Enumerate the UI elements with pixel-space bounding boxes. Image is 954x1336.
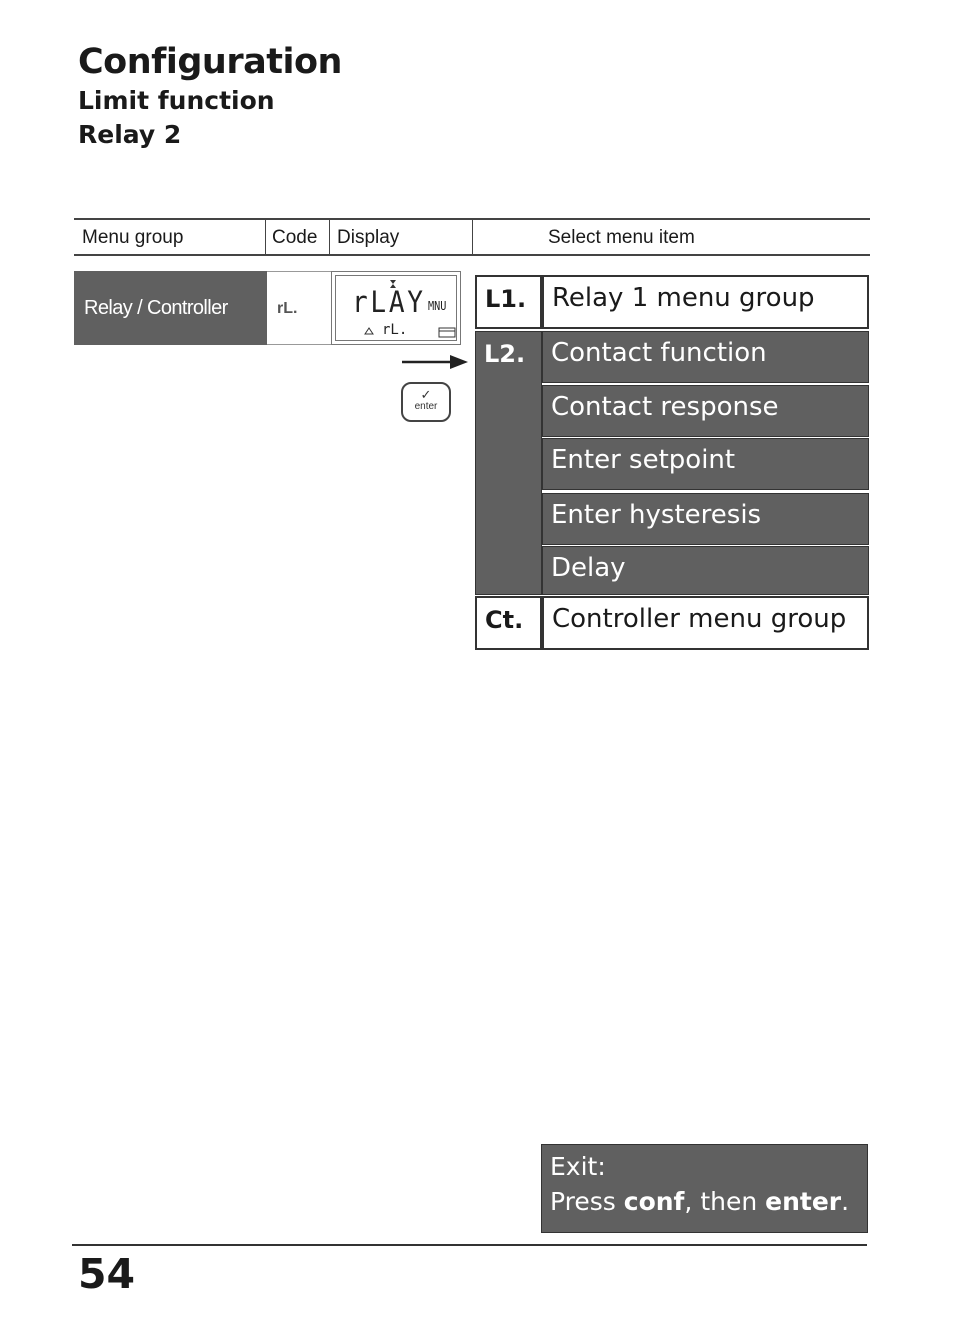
lcd-unit-text: MNU bbox=[428, 299, 447, 313]
warning-icon bbox=[365, 328, 373, 334]
menu-item-enter-hysteresis: Enter hysteresis bbox=[542, 493, 869, 545]
enter-key-text: enter bbox=[765, 1187, 842, 1216]
menu-item-contact-response: Contact response bbox=[542, 385, 869, 437]
scroll-up-down-icon bbox=[390, 280, 396, 284]
exit-text: Press conf, then enter. bbox=[550, 1187, 850, 1216]
page-title: Configuration bbox=[78, 42, 342, 82]
exit-title: Exit: bbox=[550, 1152, 606, 1181]
card-icon bbox=[439, 328, 455, 337]
footer-rule bbox=[72, 1244, 867, 1246]
header-code: Code bbox=[272, 227, 318, 248]
menu-code-ct: Ct. bbox=[475, 596, 542, 650]
code-cell: rL. bbox=[267, 271, 331, 345]
page-number: 54 bbox=[78, 1250, 136, 1298]
menu-item-contact-function: Contact function bbox=[542, 331, 869, 383]
header-divider bbox=[329, 220, 330, 254]
exit-instructions bbox=[541, 1144, 868, 1233]
menu-item-controller: Controller menu group bbox=[542, 596, 869, 650]
header-bottom-rule bbox=[74, 254, 870, 256]
conf-key-label: conf bbox=[623, 1187, 685, 1216]
menu-code-l1: L1. bbox=[475, 275, 542, 329]
menu-item-enter-setpoint: Enter setpoint bbox=[542, 438, 869, 490]
checkmark-icon: ✓ bbox=[420, 387, 432, 402]
header-select-item: Select menu item bbox=[548, 227, 695, 248]
header-divider bbox=[472, 220, 473, 254]
header-display: Display bbox=[337, 227, 400, 248]
relay-subtitle: Relay 2 bbox=[78, 120, 182, 149]
menu-code-l2: L2. bbox=[475, 331, 542, 595]
lcd-main-text: rLAY bbox=[352, 285, 426, 319]
menu-item-delay: Delay bbox=[542, 546, 869, 595]
menu-group-cell: Relay / Controller bbox=[74, 271, 267, 345]
lcd-sub-text: rL. bbox=[382, 322, 408, 338]
header-divider bbox=[265, 220, 266, 254]
enter-key-icon bbox=[401, 382, 451, 422]
header-menu-group: Menu group bbox=[82, 227, 184, 248]
lcd-screen bbox=[335, 275, 457, 341]
enter-key-label: enter bbox=[414, 401, 438, 412]
section-subtitle: Limit function bbox=[78, 86, 275, 115]
arrow-right-icon bbox=[400, 352, 470, 372]
menu-item-relay1: Relay 1 menu group bbox=[542, 275, 869, 329]
lcd-display bbox=[331, 271, 461, 345]
